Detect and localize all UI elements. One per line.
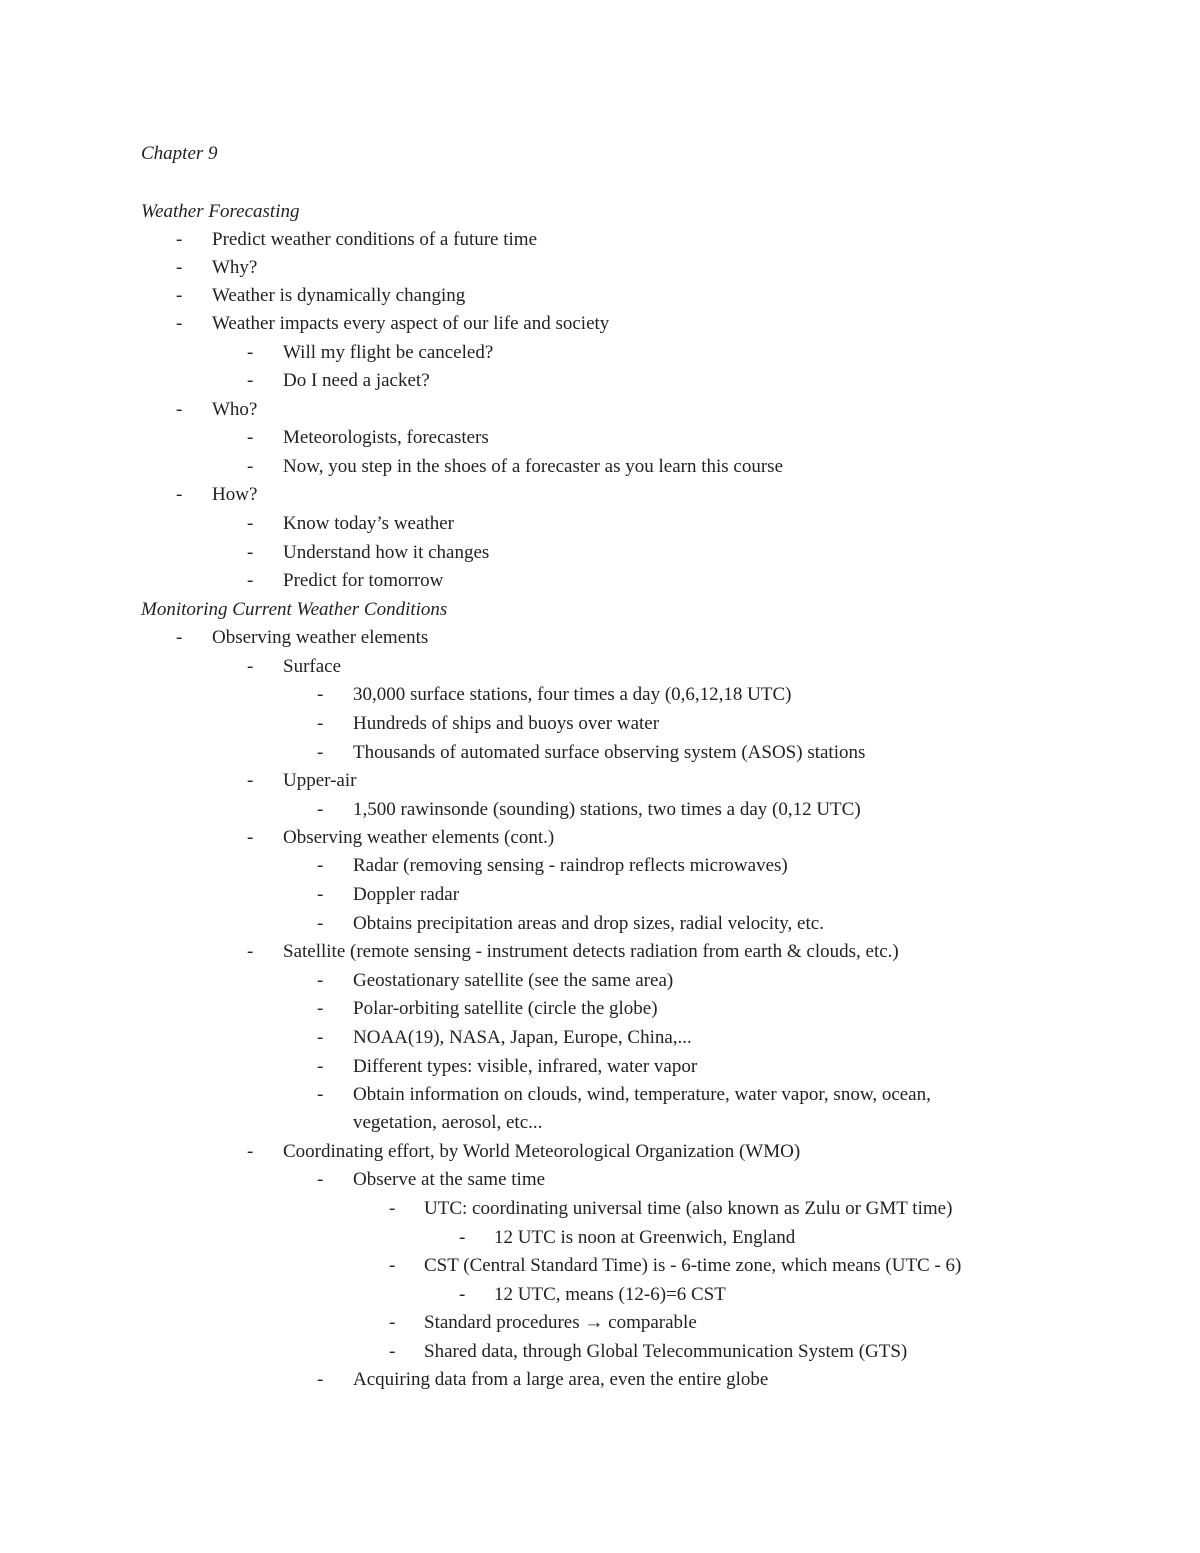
list-item-text: Predict for tomorrow <box>283 570 444 591</box>
list-item-text: UTC: coordinating universal time (also known as Zulu or GMT time) <box>424 1198 953 1219</box>
list-item-text: Acquiring data from a large area, even the entire globe <box>353 1369 769 1390</box>
bullet-dash: - <box>247 513 254 534</box>
bullet-dash: - <box>317 1084 324 1105</box>
bullet-dash: - <box>317 998 324 1019</box>
bullet-dash: - <box>176 399 183 420</box>
bullet-dash: - <box>317 1027 324 1048</box>
list-item-text: Observing weather elements (cont.) <box>283 827 555 848</box>
list-item-text: Observe at the same time <box>353 1169 546 1190</box>
bullet-dash: - <box>317 1369 324 1390</box>
bullet-dash: - <box>317 855 324 876</box>
list-item-text: Doppler radar <box>353 884 460 905</box>
bullet-dash: - <box>176 229 183 250</box>
list-item-text: Now, you step in the shoes of a forecaster as you learn this course <box>283 456 784 477</box>
bullet-dash: - <box>176 285 183 306</box>
bullet-dash: - <box>389 1341 396 1362</box>
bullet-dash: - <box>317 913 324 934</box>
bullet-dash: - <box>459 1227 466 1248</box>
bullet-dash: - <box>247 370 254 391</box>
list-item-text: Surface <box>283 656 342 677</box>
list-item-text: Why? <box>212 257 258 278</box>
list-item-text: Know today’s weather <box>283 513 454 534</box>
list-item-text: Observing weather elements <box>212 627 429 648</box>
list-item-text: Coordinating effort, by World Meteorological Organization (WMO) <box>283 1141 801 1162</box>
list-item-text: Standard procedures → comparable <box>424 1312 697 1333</box>
bullet-dash: - <box>389 1198 396 1219</box>
list-item-text: Shared data, through Global Telecommunication System (GTS) <box>424 1341 908 1362</box>
list-item-text: NOAA(19), NASA, Japan, Europe, China,... <box>353 1027 692 1048</box>
bullet-dash: - <box>317 970 324 991</box>
bullet-dash: - <box>247 427 254 448</box>
bullet-dash: - <box>317 713 324 734</box>
list-item-text: Weather impacts every aspect of our life and society <box>212 313 610 334</box>
bullet-dash: - <box>176 257 183 278</box>
bullet-dash: - <box>247 656 254 677</box>
list-item-text: Obtain information on clouds, wind, temperature, water vapor, snow, ocean, <box>353 1084 931 1105</box>
section-heading-weather-forecasting: Weather Forecasting <box>141 201 300 222</box>
bullet-dash: - <box>317 684 324 705</box>
bullet-dash: - <box>317 799 324 820</box>
list-item-text: CST (Central Standard Time) is - 6-time zone, which means (UTC - 6) <box>424 1255 962 1276</box>
list-item-text: Obtains precipitation areas and drop sizes, radial velocity, etc. <box>353 913 824 934</box>
bullet-dash: - <box>176 484 183 505</box>
list-item-text: Geostationary satellite (see the same area) <box>353 970 674 991</box>
bullet-dash: - <box>247 456 254 477</box>
bullet-dash: - <box>247 1141 254 1162</box>
list-item-text: Polar-orbiting satellite (circle the globe) <box>353 998 658 1019</box>
bullet-dash: - <box>317 1169 324 1190</box>
list-item-text: Radar (removing sensing - raindrop reflects microwaves) <box>353 855 788 876</box>
list-item-text: Different types: visible, infrared, water vapor <box>353 1056 698 1077</box>
list-item-text: Weather is dynamically changing <box>212 285 466 306</box>
list-item-text: 12 UTC, means (12-6)=6 CST <box>494 1284 726 1305</box>
bullet-dash: - <box>247 770 254 791</box>
bullet-dash: - <box>176 627 183 648</box>
bullet-dash: - <box>247 570 254 591</box>
list-item-text: 1,500 rawinsonde (sounding) stations, two times a day (0,12 UTC) <box>353 799 861 820</box>
list-item-text: 12 UTC is noon at Greenwich, England <box>494 1227 796 1248</box>
list-item-text: Who? <box>212 399 258 420</box>
list-item-text: Thousands of automated surface observing system (ASOS) stations <box>353 742 866 763</box>
list-item-text: Understand how it changes <box>283 542 490 563</box>
bullet-dash: - <box>389 1255 396 1276</box>
bullet-dash: - <box>247 342 254 363</box>
bullet-dash: - <box>247 827 254 848</box>
list-item-continuation: vegetation, aerosol, etc... <box>353 1112 543 1133</box>
chapter-title: Chapter 9 <box>141 143 218 164</box>
list-item-text: Do I need a jacket? <box>283 370 430 391</box>
list-item-text: Hundreds of ships and buoys over water <box>353 713 660 734</box>
list-item-text: Will my flight be canceled? <box>283 342 494 363</box>
bullet-dash: - <box>317 884 324 905</box>
bullet-dash: - <box>317 1056 324 1077</box>
list-item-text: Meteorologists, forecasters <box>283 427 489 448</box>
bullet-dash: - <box>176 313 183 334</box>
bullet-dash: - <box>459 1284 466 1305</box>
bullet-dash: - <box>247 542 254 563</box>
bullet-dash: - <box>247 941 254 962</box>
section-heading-monitoring: Monitoring Current Weather Conditions <box>141 599 448 620</box>
list-item-text: Predict weather conditions of a future time <box>212 229 538 250</box>
list-item-text: 30,000 surface stations, four times a day (0,6,12,18 UTC) <box>353 684 792 705</box>
bullet-dash: - <box>317 742 324 763</box>
list-item-text: Satellite (remote sensing - instrument detects radiation from earth & clouds, etc.) <box>283 941 899 962</box>
list-item-text: Upper-air <box>283 770 357 791</box>
list-item-text: How? <box>212 484 258 505</box>
bullet-dash: - <box>389 1312 396 1333</box>
